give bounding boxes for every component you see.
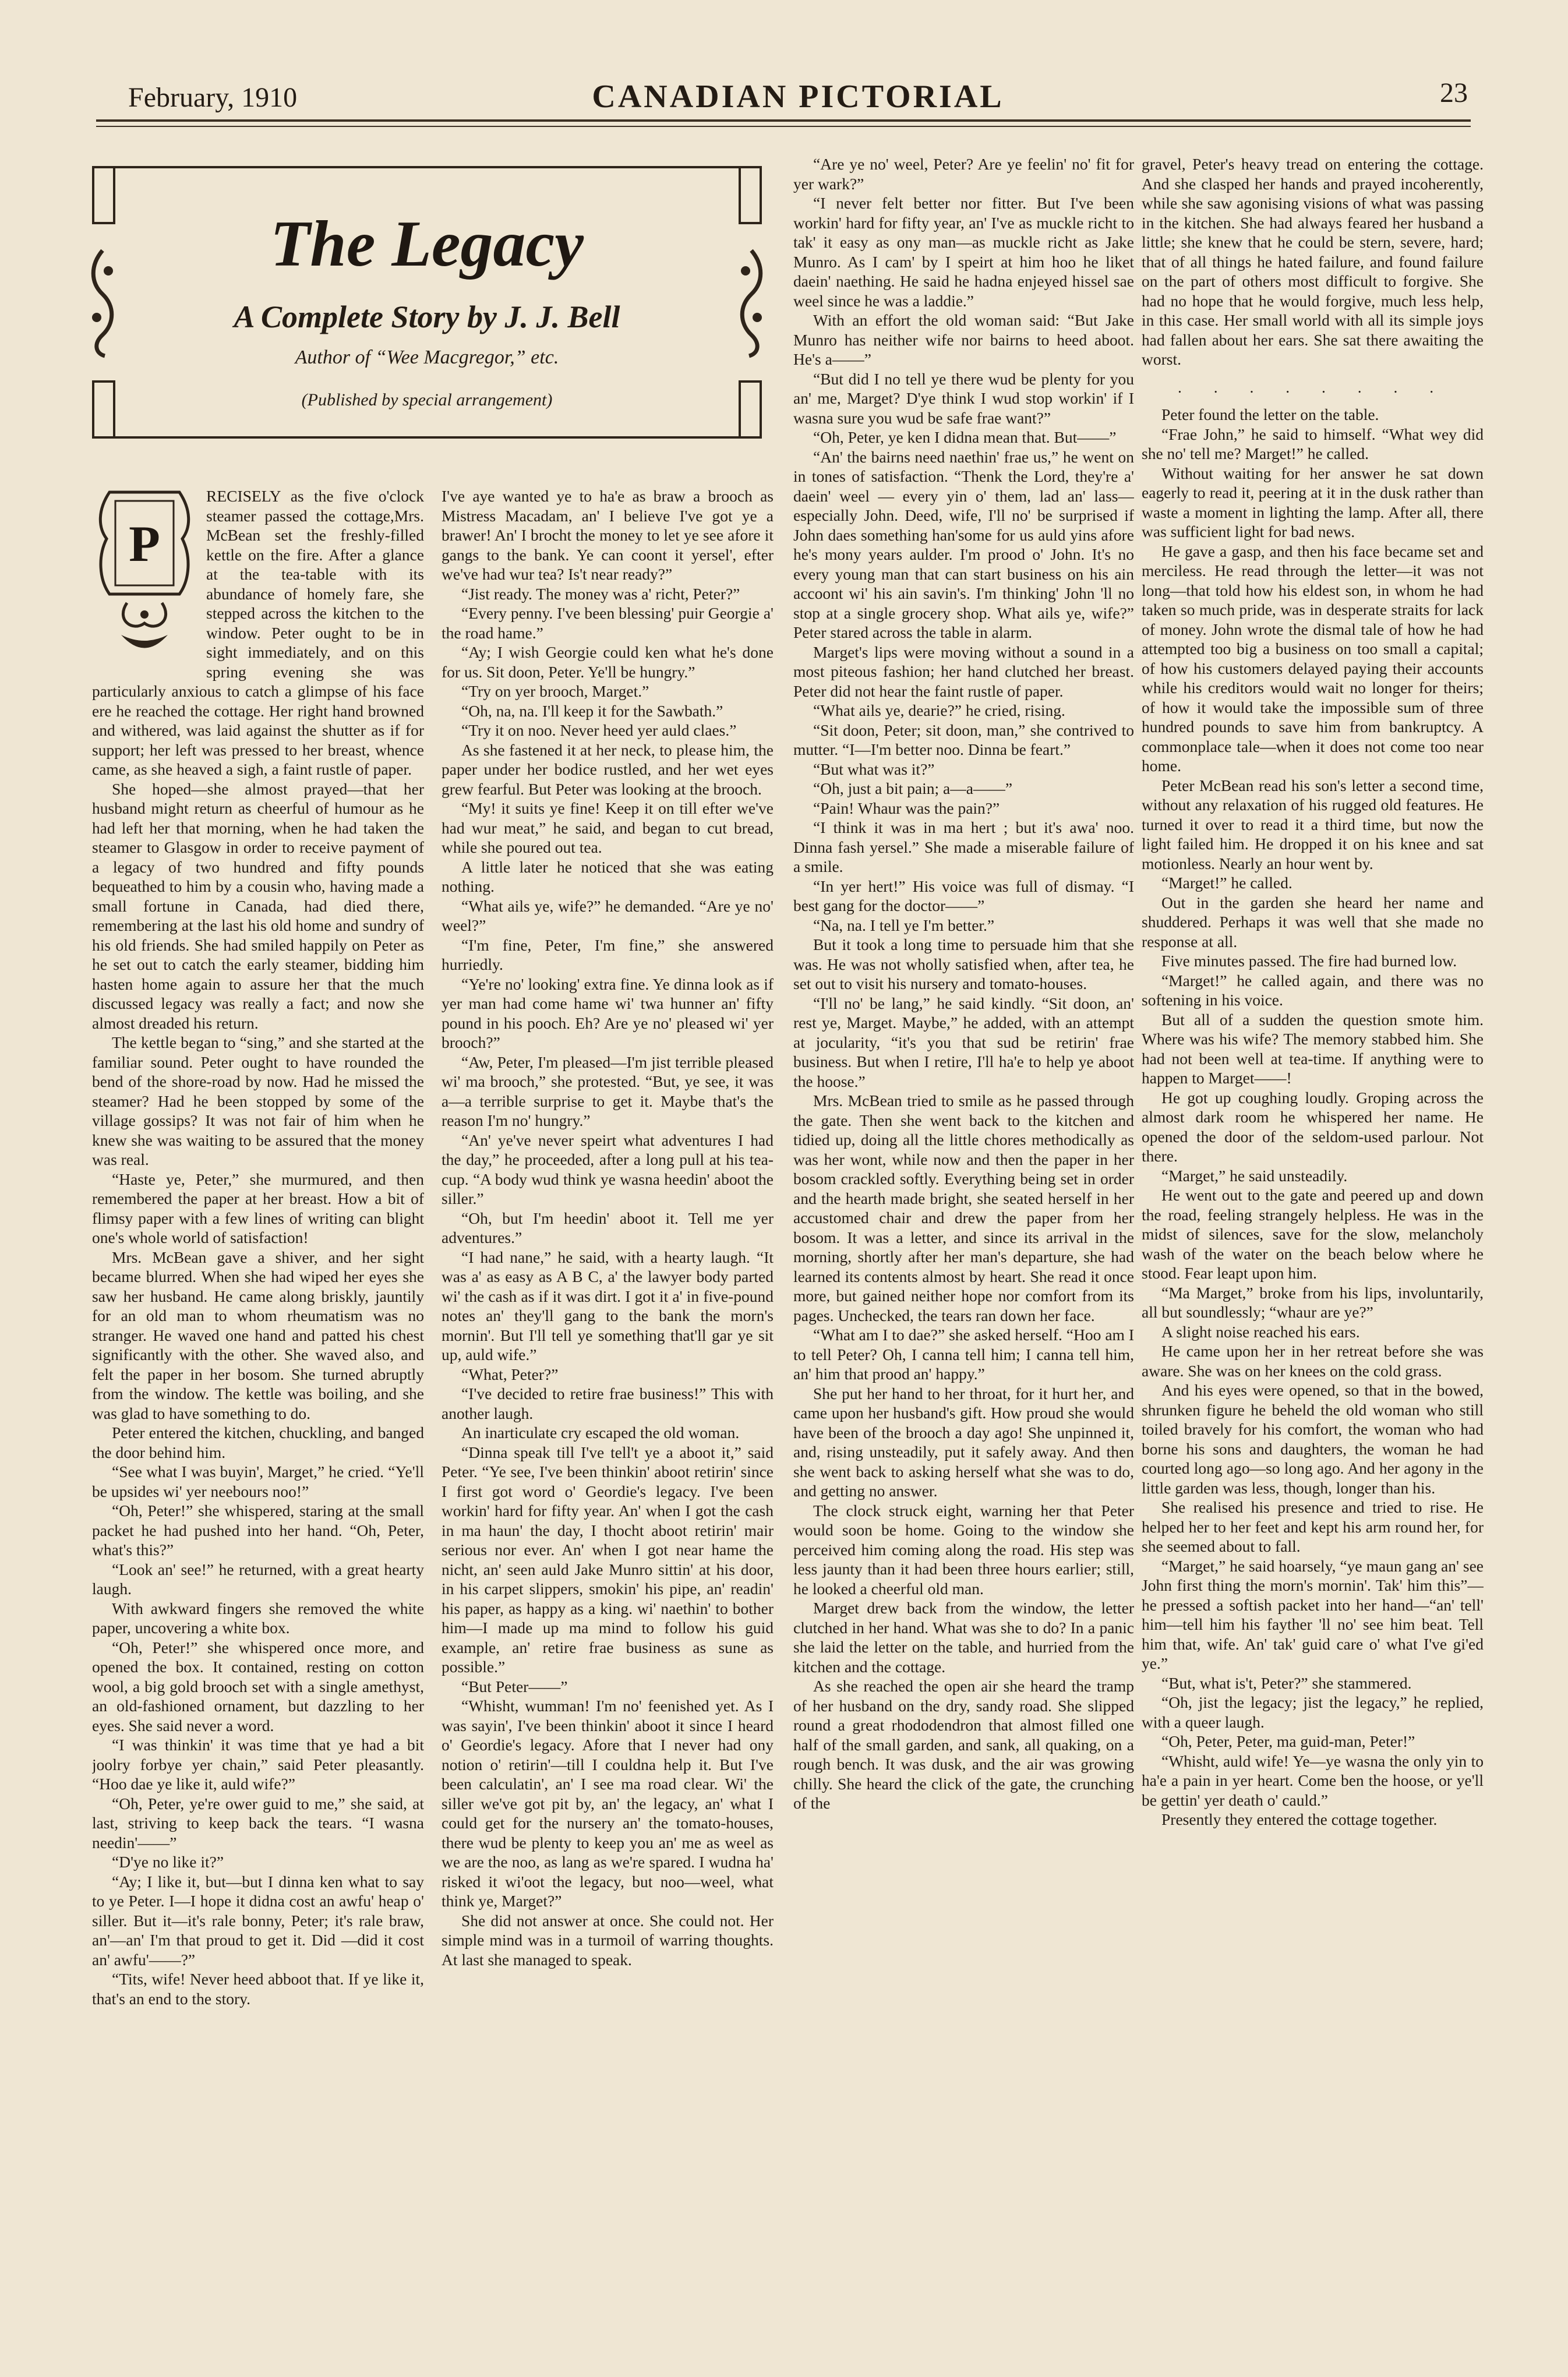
paragraph: “Oh, Peter, ye ken I didna mean that. But——” bbox=[813, 428, 1117, 446]
paragraph: But all of a sudden the question smote him. Where was his wife? The memory stabbed him. She had not been well at tea-time. If anything were to happen to Marget——! bbox=[1142, 1010, 1484, 1087]
paragraph: Marget drew back from the window, the letter clutched in her hand. What was she to do? In a panic she laid the letter on the table, and hurried from the kitchen and the cottage. bbox=[793, 1599, 1134, 1676]
paragraph: “In yer hert!” His voice was full of dismay. “I best gang for the doctor——” bbox=[793, 877, 1134, 914]
paragraph: “Tits, wife! Never heed abboot that. If ye like it, that's an end to the story. bbox=[92, 1970, 424, 2008]
paragraph: Without waiting for her answer he sat down eagerly to read it, peering at it in the dusk rather than waste a moment in lighting the lamp. After all, there was sufficient light for bad news. bbox=[1142, 464, 1484, 541]
header-rule bbox=[96, 119, 1471, 122]
paragraph: Peter McBean read his son's letter a second time, without any relaxation of his rugged old features. He turned it over to read it a third time, but now the light failed him. He dropped it on his knee and sat motionless. Nearly an hour went by. bbox=[1142, 776, 1484, 873]
paragraph: An inarticulate cry escaped the old woman. bbox=[461, 1424, 740, 1442]
paragraph: “Oh, but I'm heedin' aboot it. Tell me yer adventures.” bbox=[442, 1209, 774, 1246]
text-column-4 bbox=[1142, 154, 1484, 2274]
paragraph: “I never felt better nor fitter. But I've been workin' hard for fifty year, an' I've as muckle richt to tak' it easy as ony man—as muckle richt as Jake Munro. As I cam' by I speirt at him hoo he liket daein' naething. He said he hadna enjeyed hissel sae weel since he was a laddie.” bbox=[793, 194, 1134, 310]
paragraph: “D'ye no like it?” bbox=[112, 1853, 224, 1871]
paragraph: She hoped—she almost prayed—that her husband might return as cheerful of humour as he had left her that morning, when he had taken the steamer to Glasgow in order to receive payment of a legacy of two hundred and fifty pounds bequeathed to him by a cousin who, having made a small fortune in Canada, had died there, remembering at the last his old home and sundry of his old friends. She had smiled happily on Peter as he set out to catch the early steamer, bidding him hasten home again to assure her that the much discussed legacy was really a fact; and now she almost dreaded his return. bbox=[92, 779, 424, 1032]
paragraph: “Dinna speak till I've tell't ye a aboot it,” said Peter. “Ye see, I've been thinkin' aboot retirin' since I first got word o' Geordie's legacy. I've been workin' hard for fifty year. An' when I got the cash in ma haun' the day, I thocht aboot retirin' mair serious nor ever. An' when I got near hame the nicht, an' seen auld Jake Munro sittin' at his door, in his carpet slippers, smokin' his pipe, an' readin' his paper, as happy as a king. wi' naethin' to bother him—I made up ma mind to follow his guid example, an' retire frae business as sune as possible.” bbox=[442, 1443, 774, 1676]
paragraph: “Are ye no' weel, Peter? Are ye feelin' no' fit for yer wark?” bbox=[793, 155, 1134, 193]
page-number: 23 bbox=[1440, 77, 1468, 108]
drop-cap-ornament bbox=[92, 486, 197, 661]
paragraph: She put her hand to her throat, for it hurt her, and came upon her husband's gift. How proud she would have been of the brooch a day ago! She unpinned it, and, rising unsteadily, put it safely away. And then she went back to asking herself what she was to do, and getting no answer. bbox=[793, 1384, 1134, 1500]
paragraph: “Ye're no' looking' extra fine. Ye dinna look as if yer man had come hame wi' twa hunner an' fifty pound in his pooch. Eh? Are ye no' pleased wi' yer brooch?” bbox=[442, 974, 774, 1051]
paragraph: “Ma Marget,” broke from his lips, involuntarily, all but soundlessly; “whaur are ye?” bbox=[1142, 1283, 1484, 1321]
paragraph: “I've decided to retire frae business!” This with another laugh. bbox=[442, 1384, 774, 1422]
header-rule-thin bbox=[96, 126, 1471, 127]
paragraph: “But did I no tell ye there wud be plenty for you an' me, Marget? D'ye think I wud stop workin' if I wasna sure you wud be safe frae want?” bbox=[793, 369, 1134, 427]
paragraph: Five minutes passed. The fire had burned low. bbox=[1161, 952, 1457, 970]
paragraph: “Oh, Peter, Peter, ma guid-man, Peter!” bbox=[1161, 1732, 1415, 1750]
paragraph: The kettle began to “sing,” and she started at the familiar sound. Peter ought to have rounded the bend of the shore-road by now. Had he missed the steamer? Had he been stopped by some of the village gossips? It was not fair of him when he knew she was waiting to be assured that the money was real. bbox=[92, 1033, 424, 1168]
text-column-1 bbox=[92, 486, 424, 2274]
drop-cap-frame-icon bbox=[92, 486, 197, 661]
paragraph: “Pain! Whaur was the pain?” bbox=[813, 799, 1000, 817]
paragraph: “Whisht, wumman! I'm no' feenished yet. As I was sayin', I've been thinkin' aboot it since I heard o' Geordie's legacy. Afore that I never had ony notion o' retirin'—till I couldna help it. But I've been calculatin', an' I see ma road clear. Wi' the siller we've got pit by, an' the legacy, an' what I could get for the nursery an' the tomato-houses, there wud be plenty to keep you an' me as weel as we are the noo, as lang as we're spared. I wudna ha' risked it wi'oot the legacy, but noo—weel, what think ye, Marget?” bbox=[442, 1697, 774, 1910]
paragraph: “I'll no' be lang,” he said kindly. “Sit doon, an' rest ye, Marget. Maybe,” he added, with an attempt at jocularity, “it's you that sud be retirin' frae business. But when I retire, I'll ha'e to help ye aboot the hoose.” bbox=[793, 994, 1134, 1090]
paragraph: The clock struck eight, warning her that Peter would soon be home. Going to the window she perceived him coming along the road. His step was less jaunty than it had been three hours earlier; still, he looked a cheerful old man. bbox=[793, 1501, 1134, 1598]
paragraph: “Oh, na, na. I'll keep it for the Sawbath.” bbox=[461, 701, 723, 720]
title-box bbox=[92, 166, 762, 439]
paragraph: And his eyes were opened, so that in the bowed, shrunken figure he beheld the old woman who still toiled bravely for his comfort, the woman who had borne his sons and daughters, the woman he had courted long ago—so long ago. And her agony in the little garden was less, though, longer than his. bbox=[1142, 1381, 1484, 1497]
paragraph: “Every penny. I've been blessing' puir Georgie a' the road hame.” bbox=[442, 604, 774, 642]
paragraph: Peter entered the kitchen, chuckling, and banged the door behind him. bbox=[92, 1424, 424, 1461]
paragraph: “Sit doon, Peter; sit doon, man,” she contrived to mutter. “I—I'm better noo. Dinna be feart.” bbox=[793, 720, 1134, 758]
paragraph: “What ails ye, dearie?” he cried, rising. bbox=[813, 701, 1065, 719]
title-box-bottom-border bbox=[105, 436, 749, 439]
title-box-top-border bbox=[105, 166, 749, 168]
paragraph: “Aw, Peter, I'm pleased—I'm jist terrible pleased wi' ma brooch,” she protested. “But, ye see, it was a—a terrible surprise to get it. Maybe that's the reason I'm no' hungry.” bbox=[442, 1052, 774, 1129]
paragraph: “Oh, Peter, ye're ower guid to me,” she said, at last, striving to keep back the tears. “I wasna needin'——” bbox=[92, 1794, 424, 1852]
paragraph: He came upon her in her retreat before she was aware. She was on her knees on the cold grass. bbox=[1142, 1342, 1484, 1380]
paragraph: A slight noise reached his ears. bbox=[1161, 1322, 1360, 1341]
paragraph: “Oh, Peter!” she whispered once more, and opened the box. It contained, resting on cotton wool, a big gold brooch set with a single amethyst, an old-fashioned ornament, but dazzling to her eyes. She said never a word. bbox=[92, 1638, 424, 1735]
paragraph: “But Peter——” bbox=[461, 1677, 568, 1696]
paragraph: Out in the garden she heard her name and shuddered. Perhaps it was well that she made no response at all. bbox=[1142, 893, 1484, 951]
paragraph: “Marget!” he called. bbox=[1161, 874, 1292, 892]
paragraph: She did not answer at once. She could not. Her simple mind was in a turmoil of warring thoughts. At last she managed to speak. bbox=[442, 1911, 774, 1969]
paragraph: Marget's lips were moving without a sound in a most piteous fashion; her hand clutched her breast. Peter did not hear the faint rustle of paper. bbox=[793, 642, 1134, 700]
author-credit: Author of “Wee Macgregor,” etc. bbox=[295, 347, 559, 368]
paragraph: gravel, Peter's heavy tread on entering the cottage. And she clasped her hands and prayed incoherently, while she saw agonising visions of what was passing in the kitchen. She had always feared her husband a little; she knew that he could be stern, severe, hard; that of all things he hated failure, and found failure on the part of others most difficult to forgive. She had no hope that he would forgive, much less help, in this case. Her small world with all its simple joys had fallen about her ears. She sat there awaiting the worst. bbox=[1142, 155, 1484, 368]
paragraph: “My! it suits ye fine! Keep it on till efter we've had wur meat,” he said, and began to cut bread, while she poured out tea. bbox=[442, 799, 774, 856]
paragraph: “Look an' see!” he returned, with a great hearty laugh. bbox=[92, 1560, 424, 1598]
paragraph: “Marget,” he said unsteadily. bbox=[1161, 1166, 1348, 1185]
text-column-2 bbox=[442, 486, 774, 2274]
paragraph: “Whisht, auld wife! Ye—ye wasna the only yin to ha'e a pain in yer heart. Come ben the hoose, or ye'll be gettin' yer death o' cauld.” bbox=[1142, 1751, 1484, 1809]
paragraph: “Oh, just a bit pain; a—a——” bbox=[813, 779, 1013, 797]
paragraph: “What ails ye, wife?” he demanded. “Are ye no' weel?” bbox=[442, 896, 774, 934]
paragraph: “Oh, Peter!” she whispered, staring at the small packet he had pushed into her hand. “Oh, Peter, what's this?” bbox=[92, 1502, 424, 1559]
paragraph: With an effort the old woman said: “But Jake Munro has neither wife nor bairns to heed aboot. He's a——” bbox=[793, 311, 1134, 368]
paragraph: Peter found the letter on the table. bbox=[1161, 405, 1379, 423]
paragraph: “What am I to dae?” she asked herself. “Hoo am I to tell Peter? Oh, I canna tell him; I canna tell him, an' him that prood an' happy.” bbox=[793, 1326, 1134, 1383]
paragraph: “Oh, jist the legacy; jist the legacy,” he replied, with a queer laugh. bbox=[1142, 1693, 1484, 1731]
paragraph: She realised his presence and tried to rise. He helped her to her feet and kept his arm round her, for she seemed about to fall. bbox=[1142, 1498, 1484, 1555]
paragraph: A little later he noticed that she was eating nothing. bbox=[442, 857, 774, 895]
paragraph: “What, Peter?” bbox=[461, 1365, 559, 1383]
paragraph: He got up coughing loudly. Groping across the almost dark room he whispered her name. He opened the door of the seldom-used parlour. Not there. bbox=[1142, 1088, 1484, 1165]
paragraph: “An' ye've never speirt what adventures I had the day,” he proceeded, after a long pull at his tea-cup. “A body wud think ye wasna heedin' aboot the siller.” bbox=[442, 1131, 774, 1207]
paragraph: As she fastened it at her neck, to please him, the paper under her bodice rustled, and her wet eyes grew fearful. But Peter was looking at the brooch. bbox=[442, 740, 774, 798]
paragraph: With awkward fingers she removed the white paper, uncovering a white box. bbox=[92, 1599, 424, 1637]
story-title: The Legacy bbox=[270, 208, 584, 280]
magazine-title: CANADIAN PICTORIAL bbox=[592, 79, 1004, 115]
paragraph: “Try it on noo. Never heed yer auld claes.” bbox=[461, 721, 737, 739]
paragraph: “Na, na. I tell ye I'm better.” bbox=[813, 916, 995, 934]
paragraph: “Frae John,” he said to himself. “What wey did she no' tell me? Marget!” he called. bbox=[1142, 425, 1484, 462]
paragraph: I've aye wanted ye to ha'e as braw a brooch as Mistress Macadam, an' I believe I've got ye a brawer! An' I brocht the money to let ye see afore it gangs to the bank. Ye can coont it yersel', efter we've had wur tea? Is't near ready?” bbox=[442, 487, 774, 583]
paragraph: Presently they entered the cottage together. bbox=[1161, 1810, 1438, 1828]
paragraph: He gave a gasp, and then his face became set and merciless. He read through the letter—it was not long—that told how his eldest son, in whom he had taken so much pride, was in desperate straits for lack of money. John wrote the dismal tale of how he had attempted too big a business on too small a capital; of how his customers delayed paying their accounts while his creditors would wait no longer for theirs; of how it would take the impossible sum of three hundred pounds to save him from bankruptcy. A commonplace tale—when it does not come too near home. bbox=[1142, 542, 1484, 775]
publication-note: (Published by special arrangement) bbox=[301, 390, 553, 409]
paragraph: Mrs. McBean gave a shiver, and her sight became blurred. When she had wiped her eyes she saw her husband. He came along briskly, jauntily for an old man to whom rheumatism was no stranger. He waved one hand and patted his chest significantly with the other. She waved also, and felt the paper in her bosom. She turned abruptly from the window. The kettle was boiling, and she was glad to have something to do. bbox=[92, 1248, 424, 1422]
paragraph: “But, what is't, Peter?” she stammered. bbox=[1161, 1673, 1412, 1692]
paragraph: But it took a long time to persuade him that she was. He was not wholly satisfied when, after tea, he set out to visit his nursery and tomato-houses. bbox=[793, 935, 1134, 993]
text-column-3 bbox=[793, 154, 1134, 2274]
paragraph: He went out to the gate and peered up and down the road, feeling strangely helpless. He was in the midst of silences, save for the slow, melancholy wash of the water on the beach below where he stood. Fear leapt upon him. bbox=[1142, 1186, 1484, 1282]
paragraph: “I'm fine, Peter, I'm fine,” she answered hurriedly. bbox=[442, 935, 774, 973]
paragraph: “I was thinkin' it was time that ye had a bit joolry forbye yer chain,” said Peter pleasantly. “Hoo dae ye like it, auld wife?” bbox=[92, 1736, 424, 1793]
paragraph: As she reached the open air she heard the tramp of her husband on the dry, sandy road. She slipped round a great rhododendron that almost filled one half of the small garden, and sank, all quaking, on a rough bench. It was dusk, and the air was growing chilly. She heard the click of the gate, the crunching of the bbox=[793, 1677, 1134, 1812]
section-break: . . . . . . . . bbox=[1177, 377, 1448, 396]
paragraph: “Haste ye, Peter,” she murmured, and then remembered the paper at her breast. How a bit of flimsy paper with a few lines of writing can blight one's whole world of satisfaction! bbox=[92, 1170, 424, 1246]
paragraph: “Marget!” he called again, and there was no softening in his voice. bbox=[1142, 971, 1484, 1009]
paragraph: “Ay; I like it, but—but I dinna ken what to say to ye Peter. I—I hope it didna cost an awfu' heap o' siller. But it—it's rale bonny, Peter; it's rale braw, an'—an' I'm that proud to get it. Did —did it cost an' awfu'——?” bbox=[92, 1872, 424, 1969]
paragraph: “Marget,” he said hoarsely, “ye maun gang an' see John first thing the morn's mornin'. Tak' him this”—he pressed a softish packet into her hand—“an' tell' him—tell him his fayther 'll no' see him beat. Tell him that, wife. An' tak' guid care o' what I've gi'ed ye.” bbox=[1142, 1556, 1484, 1672]
issue-date: February, 1910 bbox=[128, 82, 298, 113]
paragraph: “I think it was in ma hert ; but it's awa' noo. Dinna fash yersel.” She made a miserable failure of a smile. bbox=[793, 818, 1134, 875]
paragraph: “See what I was buyin', Marget,” he cried. “Ye'll be upsides wi' yer neebours noo!” bbox=[92, 1463, 424, 1500]
paragraph: RECISELY as the five o'clock steamer passed the cottage,Mrs. McBean set the freshly-filled kettle on the fire. After a glance at the tea-table with its abundance of homely fare, she stepped across the kitchen to the window. Peter ought to be in sight immediately, and on this spring evening she was particularly anxious to catch a glimpse of his face ere he reached the cottage. Her right hand browned and withered, was laid against the shutter as if for support; her left was pressed to her breast, whence came, as she heaved a sigh, a faint rustle of paper. bbox=[92, 487, 424, 778]
paragraph: “I had nane,” he said, with a hearty laugh. “It was a' as easy as A B C, a' the lawyer body parted wi' the cash as if it was dirt. I got it a' in five-pound notes an' they'll gang to the bank the morn's mornin'. But I'll tell ye something that'll gar ye sit up, auld wife.” bbox=[442, 1248, 774, 1364]
drop-cap-letter: P bbox=[129, 516, 160, 573]
story-subtitle: A Complete Story by J. J. Bell bbox=[234, 299, 620, 334]
paragraph: “An' the bairns need naethin' frae us,” he went on in tones of satisfaction. “Thenk the Lord, they're a' daein' weel — every yin o' them, lad an' lass—especially John. Deed, wife, I'll no' be surprised if John daes something han'some for us auld yins afore he's mony years aulder. I'm prood o' John. It's no every young man that can start business on his ain accoont wi' his ain savin's. I'm thinking' John 'll no stop at a single grocery shop. What ails ye, wife?” Peter stared across the table in alarm. bbox=[793, 447, 1134, 641]
paragraph: “Try on yer brooch, Marget.” bbox=[461, 682, 649, 700]
paragraph: “Jist ready. The money was a' richt, Peter?” bbox=[461, 584, 740, 603]
paragraph: Mrs. McBean tried to smile as he passed through the gate. Then she went back to the kitchen and tidied up, doing all the little chores methodically as was her wont, while now and then the paper in her bosom crackled softly. Everything being set in order and the hearth made bright, she seated herself in her accustomed chair and drew the paper from her bosom. It was a letter, and since its arrival in the morning, shortly after her man's departure, she had learned its contents almost by heart. She read it once more, but gained neither hope nor comfort from its pages. Unchecked, the tears ran down her face. bbox=[793, 1092, 1134, 1325]
paragraph: “But what was it?” bbox=[813, 760, 935, 778]
paragraph: “Ay; I wish Georgie could ken what he's done for us. Sit doon, Peter. Ye'll be hungry.” bbox=[442, 643, 774, 681]
